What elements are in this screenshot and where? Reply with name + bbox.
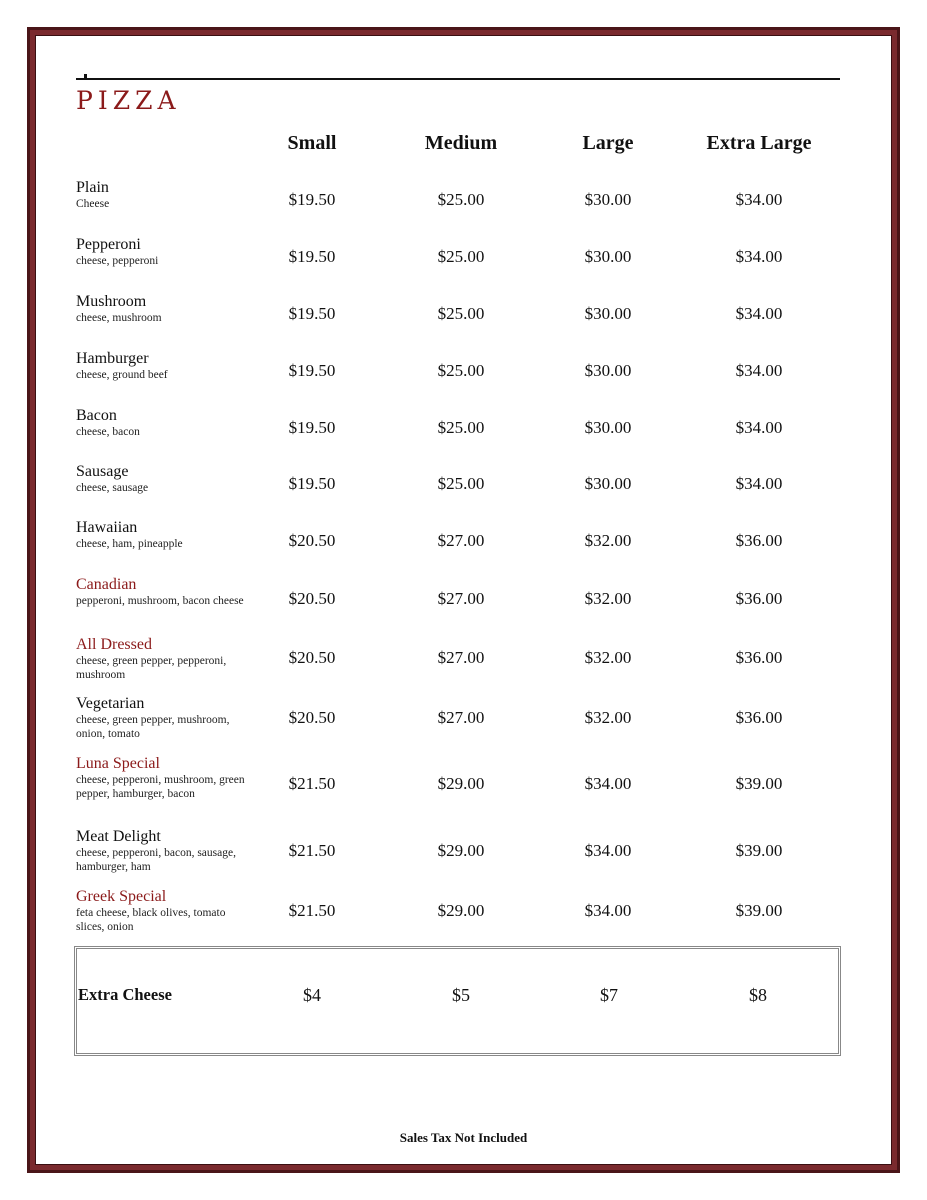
header-small: Small [287, 132, 337, 154]
item-description: cheese, ham, pineapple [76, 538, 183, 550]
item-description: cheese, pepperoni, mushroom, green pepper, hamburger, bacon [76, 774, 245, 800]
extra-price-large: $7 [600, 985, 618, 1005]
rule-tick [84, 74, 87, 78]
top-rule [76, 78, 840, 80]
price-medium: $25.00 [437, 247, 485, 266]
price-small: $21.50 [288, 901, 336, 920]
price-large: $30.00 [584, 361, 632, 380]
item-description: cheese, pepperoni, bacon, sausage, hamburger, ham [76, 847, 236, 873]
price-medium: $29.00 [437, 901, 485, 920]
price-small: $20.50 [288, 589, 336, 608]
price-extra-large: $36.00 [735, 708, 783, 727]
price-extra-large: $34.00 [735, 190, 783, 209]
extra-price-medium: $5 [452, 985, 470, 1005]
extra-price-extra-large: $8 [749, 985, 767, 1005]
price-extra-large: $36.00 [735, 589, 783, 608]
price-medium: $29.00 [437, 841, 485, 860]
item-name: Plain [76, 179, 109, 196]
item-name: Hawaiian [76, 519, 138, 536]
price-large: $34.00 [584, 774, 632, 793]
menu-section-title: PIZZA [76, 86, 181, 115]
price-extra-large: $39.00 [735, 901, 783, 920]
header-large: Large [582, 132, 634, 154]
item-name: Vegetarian [76, 695, 145, 712]
item-description: cheese, pepperoni [76, 255, 159, 267]
extra-price-small: $4 [303, 985, 321, 1005]
item-description: cheese, sausage [76, 482, 149, 494]
price-medium: $25.00 [437, 418, 485, 437]
price-medium: $29.00 [437, 774, 485, 793]
price-small: $21.50 [288, 774, 336, 793]
item-name: Meat Delight [76, 828, 161, 845]
price-extra-large: $34.00 [735, 361, 783, 380]
price-large: $32.00 [584, 589, 632, 608]
price-small: $19.50 [288, 418, 336, 437]
price-small: $19.50 [288, 304, 336, 323]
price-extra-large: $36.00 [735, 531, 783, 550]
header-extra-large: Extra Large [706, 132, 812, 154]
item-name: Canadian [76, 576, 137, 593]
price-extra-large: $34.00 [735, 418, 783, 437]
item-name: Hamburger [76, 350, 149, 367]
price-small: $19.50 [288, 361, 336, 380]
price-large: $30.00 [584, 418, 632, 437]
item-name: Luna Special [76, 755, 160, 772]
price-medium: $25.00 [437, 474, 485, 493]
price-large: $30.00 [584, 304, 632, 323]
price-large: $34.00 [584, 901, 632, 920]
price-small: $20.50 [288, 648, 336, 667]
price-medium: $25.00 [437, 361, 485, 380]
item-description: cheese, bacon [76, 426, 140, 438]
price-large: $30.00 [584, 474, 632, 493]
price-extra-large: $34.00 [735, 474, 783, 493]
price-small: $19.50 [288, 474, 336, 493]
item-name: Sausage [76, 463, 129, 480]
item-description: cheese, mushroom [76, 312, 162, 324]
extra-cheese-label: Extra Cheese [78, 985, 172, 1004]
price-medium: $27.00 [437, 589, 485, 608]
price-extra-large: $39.00 [735, 841, 783, 860]
price-extra-large: $34.00 [735, 304, 783, 323]
price-medium: $25.00 [437, 190, 485, 209]
price-extra-large: $39.00 [735, 774, 783, 793]
price-small: $21.50 [288, 841, 336, 860]
price-large: $34.00 [584, 841, 632, 860]
item-name: Greek Special [76, 888, 167, 905]
item-description: cheese, green pepper, mushroom, onion, tomato [76, 714, 230, 740]
header-medium: Medium [424, 132, 498, 154]
price-large: $32.00 [584, 531, 632, 550]
price-medium: $27.00 [437, 648, 485, 667]
price-small: $19.50 [288, 190, 336, 209]
price-medium: $25.00 [437, 304, 485, 323]
item-description: cheese, ground beef [76, 369, 168, 381]
item-name: All Dressed [76, 636, 152, 653]
item-description: Cheese [76, 198, 110, 210]
price-small: $20.50 [288, 531, 336, 550]
price-medium: $27.00 [437, 531, 485, 550]
price-small: $19.50 [288, 247, 336, 266]
item-name: Bacon [76, 407, 117, 424]
price-large: $30.00 [584, 247, 632, 266]
item-description: pepperoni, mushroom, bacon cheese [76, 595, 244, 607]
item-description: feta cheese, black olives, tomato slices, onion [76, 907, 226, 933]
price-large: $32.00 [584, 708, 632, 727]
price-extra-large: $34.00 [735, 247, 783, 266]
item-name: Mushroom [76, 293, 147, 310]
price-medium: $27.00 [437, 708, 485, 727]
item-description: cheese, green pepper, pepperoni, mushroom [76, 655, 227, 681]
price-large: $30.00 [584, 190, 632, 209]
price-small: $20.50 [288, 708, 336, 727]
footer-note: Sales Tax Not Included [399, 1130, 528, 1145]
item-name: Pepperoni [76, 236, 141, 253]
price-extra-large: $36.00 [735, 648, 783, 667]
price-large: $32.00 [584, 648, 632, 667]
